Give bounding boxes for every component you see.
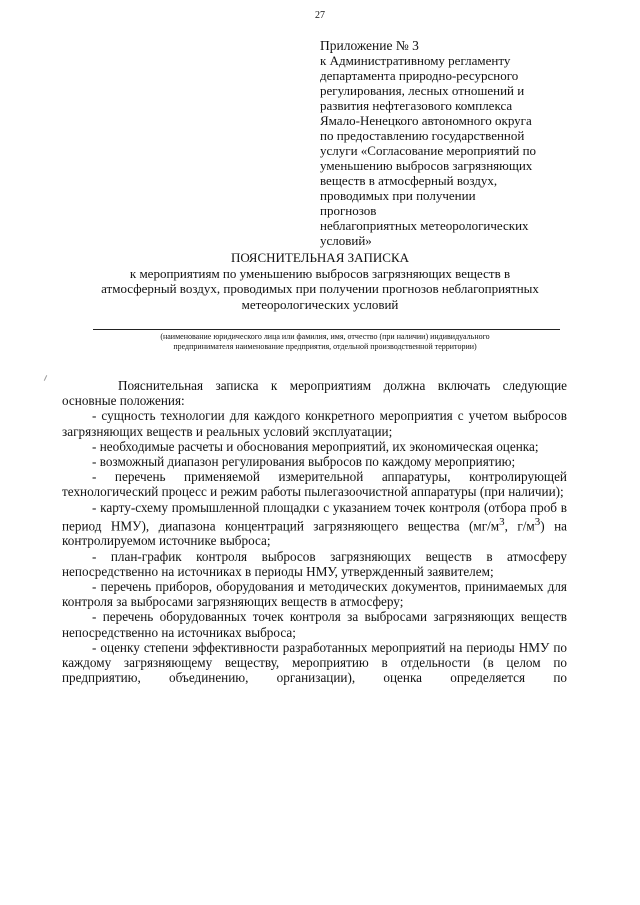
appendix-line: условий» xyxy=(320,233,372,248)
body-item: - перечень применяемой измерительной аппаратуры, контролирующей технологический процесс и режим работы пылегазоочистной аппаратуры (при наличии); xyxy=(62,469,567,500)
body-item: - оценку степени эффективности разработанных мероприятий на периоды НМУ по каждому загрязняющему веществу, мероприятию в отдельности (в целом по предприятию, объединению, организации), оценка определяется по xyxy=(62,639,567,686)
appendix-line: услуги «Согласование мероприятий по xyxy=(320,143,537,158)
item-text: , г/м xyxy=(504,518,535,534)
appendix-header xyxy=(320,38,620,248)
appendix-line: неблагоприятных метеорологических xyxy=(320,218,529,233)
fill-in-caption xyxy=(80,332,570,352)
appendix-line: Приложение № 3 xyxy=(320,38,419,53)
fill-in-line xyxy=(93,329,560,330)
body-intro: Пояснительная записка к мероприятиям должна включать следующие основные положения: xyxy=(62,378,567,409)
document-title xyxy=(50,250,590,312)
body-item xyxy=(62,500,567,549)
superscript: 3 xyxy=(534,515,541,528)
body-item: - возможный диапазон регулирования выбросов по каждому мероприятию; xyxy=(92,454,516,470)
appendix-line: прогнозов xyxy=(320,203,377,218)
body-item: - сущность технологии для каждого конкретного мероприятия с учетом выбросов загрязняющих веществ и реальных условий эксплуатации; xyxy=(62,408,567,439)
appendix-line: к Административному регламенту xyxy=(320,53,511,68)
appendix-line: департамента природно-ресурсного xyxy=(320,68,519,83)
title-subtitle-line: к мероприятиям по уменьшению выбросов загрязняющих веществ в xyxy=(129,265,511,281)
body-item: - план-график контроля выбросов загрязняющих веществ в атмосферу непосредственно на источниках в периоды НМУ, утвержденный заявителем; xyxy=(62,548,567,579)
caption-line: предпринимателя наименование предприятия, отдельной производственной территории) xyxy=(173,342,477,351)
appendix-line: регулирования, лесных отношений и xyxy=(320,83,525,98)
superscript: 3 xyxy=(499,515,505,528)
appendix-line: развития нефтегазового комплекса xyxy=(320,98,513,113)
caption-line: (наименование юридического лица или фамилия, имя, отчество (при наличии) индивидуального xyxy=(160,332,490,341)
appendix-line: уменьшению выбросов загрязняющих xyxy=(320,158,533,173)
item-text: ) на контролируемом источнике выброса; xyxy=(62,518,567,549)
body-item: - необходимые расчеты и обоснования мероприятий, их экономическая оценка; xyxy=(92,438,539,454)
body-item: - перечень оборудованных точек контроля за выбросами загрязняющих веществ непосредственно на источниках выброса; xyxy=(62,609,567,640)
appendix-line: проводимых при получении xyxy=(320,188,476,203)
title-subtitle-line: атмосферный воздух, проводимых при получении прогнозов неблагоприятных xyxy=(101,281,539,296)
appendix-line: веществ в атмосферный воздух, xyxy=(320,173,498,188)
appendix-line: Ямало-Ненецкого автономного округа xyxy=(320,113,532,128)
title-subtitle-line: метеорологических условий xyxy=(241,296,399,312)
page-number: 27 xyxy=(315,10,325,21)
item-text: - карту-схему промышленной площадки с указанием точек контроля (отбора проб в период НМУ), диапазона концентраций загрязняющего вещества (мг/м xyxy=(62,499,567,534)
appendix-line: по предоставлению государственной xyxy=(320,128,525,143)
body-text xyxy=(62,378,567,685)
body-item: - перечень приборов, оборудования и методических документов, принимаемых для контроля за выбросами загрязняющих веществ в атмосферу; xyxy=(62,579,567,610)
scan-mark xyxy=(44,375,47,381)
title-heading: ПОЯСНИТЕЛЬНАЯ ЗАПИСКА xyxy=(230,250,410,265)
